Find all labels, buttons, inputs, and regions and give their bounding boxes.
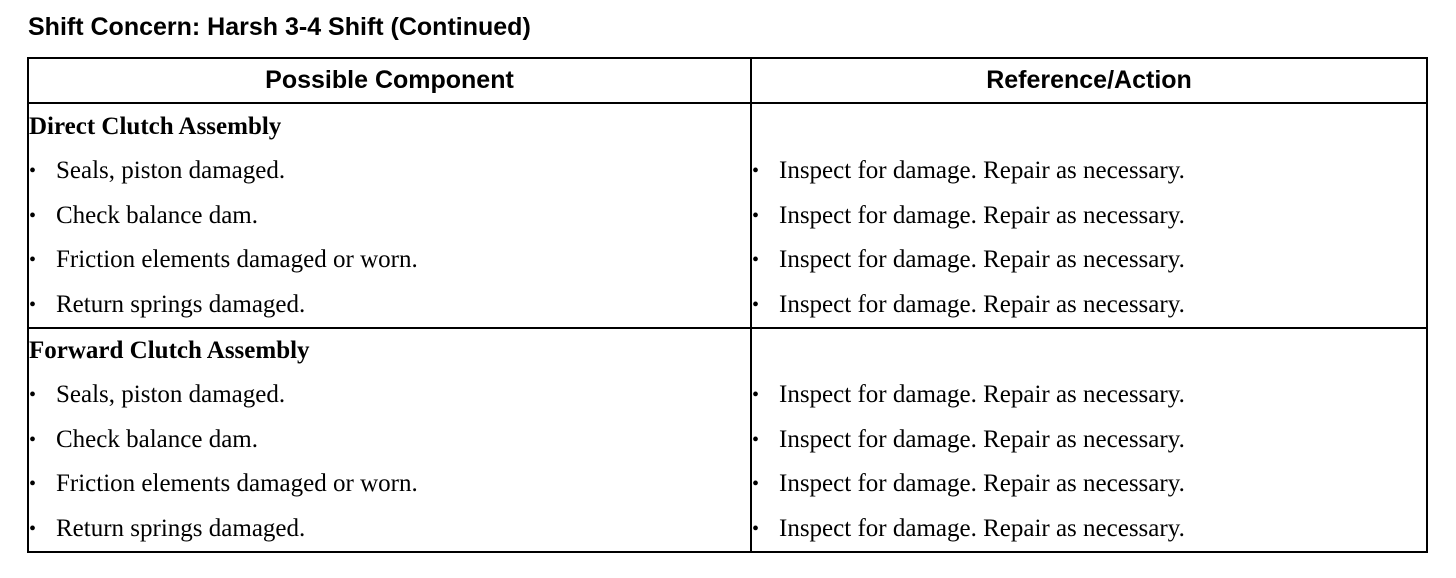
action-cell [751, 194, 1427, 238]
component-cell [28, 194, 751, 238]
table-row [28, 149, 1427, 193]
component-text: Seals, piston damaged. [56, 381, 286, 409]
action-text: Inspect for damage. Repair as necessary. [779, 201, 1185, 229]
action-cell [751, 507, 1427, 552]
component-cell [28, 373, 751, 417]
bullet-icon: • [29, 160, 37, 183]
action-cell [751, 418, 1427, 462]
action-text: Inspect for damage. Repair as necessary. [779, 157, 1185, 185]
action-cell [751, 283, 1427, 328]
bullet-icon: • [752, 384, 760, 407]
group-heading-row [28, 328, 1427, 373]
component-text: Seals, piston damaged. [56, 157, 286, 185]
page-title: Shift Concern: Harsh 3-4 Shift (Continued) [28, 13, 531, 41]
action-cell [751, 238, 1427, 282]
shift-concern-table [27, 57, 1428, 553]
bullet-icon: • [752, 428, 760, 451]
bullet-icon: • [752, 517, 760, 540]
column-header-action: Reference/Action [751, 58, 1427, 103]
action-cell [751, 149, 1427, 193]
action-text: Inspect for damage. Repair as necessary. [779, 246, 1185, 274]
component-cell [28, 507, 751, 552]
bullet-icon: • [29, 428, 37, 451]
bullet-icon: • [752, 160, 760, 183]
group-heading: Direct Clutch Assembly [28, 103, 751, 149]
action-cell [751, 373, 1427, 417]
bullet-icon: • [752, 249, 760, 272]
group-heading-row [28, 103, 1427, 149]
bullet-icon: • [29, 473, 37, 496]
table-row [28, 373, 1427, 417]
component-text: Friction elements damaged or worn. [56, 470, 418, 498]
component-cell [28, 418, 751, 462]
component-text: Friction elements damaged or worn. [56, 246, 418, 274]
bullet-icon: • [29, 517, 37, 540]
column-header-component: Possible Component [28, 58, 751, 103]
component-cell [28, 238, 751, 282]
bullet-icon: • [752, 204, 760, 227]
table-row [28, 283, 1427, 328]
action-text: Inspect for damage. Repair as necessary. [779, 514, 1185, 542]
bullet-icon: • [752, 293, 760, 316]
table-header-row [28, 58, 1427, 103]
component-text: Check balance dam. [56, 425, 258, 453]
action-text: Inspect for damage. Repair as necessary. [779, 381, 1185, 409]
bullet-icon: • [29, 249, 37, 272]
action-text: Inspect for damage. Repair as necessary. [779, 425, 1185, 453]
component-cell [28, 149, 751, 193]
component-cell [28, 462, 751, 506]
component-cell [28, 283, 751, 328]
component-text: Check balance dam. [56, 201, 258, 229]
table-row [28, 462, 1427, 506]
bullet-icon: • [29, 384, 37, 407]
component-text: Return springs damaged. [56, 514, 306, 542]
table-row [28, 507, 1427, 552]
table-row [28, 418, 1427, 462]
bullet-icon: • [29, 204, 37, 227]
action-text: Inspect for damage. Repair as necessary. [779, 290, 1185, 318]
bullet-icon: • [29, 293, 37, 316]
table-row [28, 238, 1427, 282]
group-heading: Forward Clutch Assembly [28, 328, 751, 373]
action-cell [751, 462, 1427, 506]
component-group-direct-clutch [28, 103, 1427, 328]
action-text: Inspect for damage. Repair as necessary. [779, 470, 1185, 498]
table-row [28, 194, 1427, 238]
component-group-forward-clutch [28, 328, 1427, 552]
empty-action-cell [751, 103, 1427, 149]
empty-action-cell [751, 328, 1427, 373]
component-text: Return springs damaged. [56, 290, 306, 318]
bullet-icon: • [752, 473, 760, 496]
